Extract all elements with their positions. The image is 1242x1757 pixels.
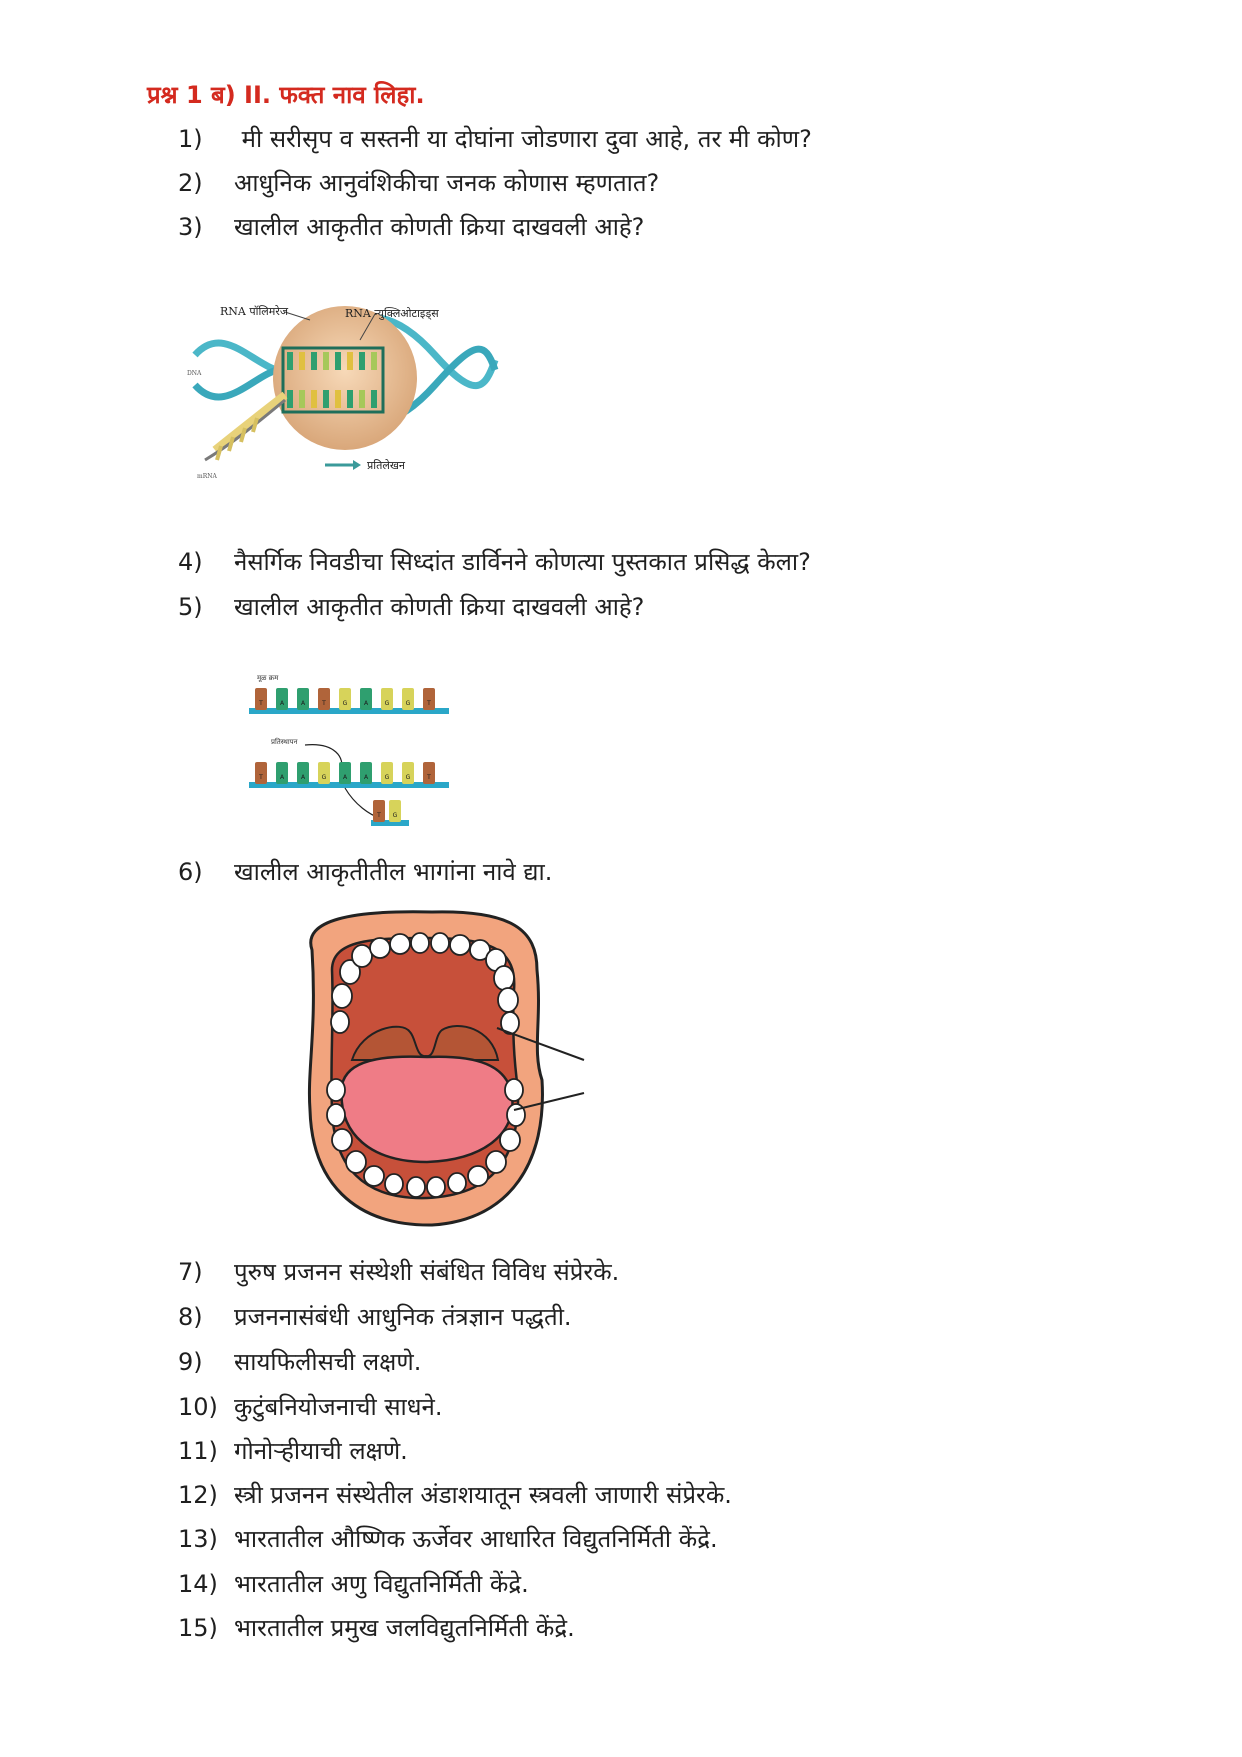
label-original-sequence: मूळ क्रम — [257, 674, 279, 682]
question-12: 12) स्त्री प्रजनन संस्थेतील अंडाशयातून स्त्रवली जाणारी संप्रेरके. — [178, 1481, 732, 1509]
question-4: 4) नैसर्गिक निवडीचा सिध्दांत डार्विनने कोणत्या पुस्तकात प्रसिद्ध केला? — [178, 548, 811, 576]
original-base-label-7: G — [384, 700, 390, 707]
mutated-base-label-8: G — [405, 774, 411, 781]
removed-base-label-2: G — [392, 812, 398, 819]
mutated-base-label-9: T — [427, 774, 431, 781]
original-base-label-5: G — [342, 700, 348, 707]
mutated-base-label-5: A — [342, 774, 348, 781]
section-heading: प्रश्न 1 ब) II. फक्त नाव लिहा. — [147, 81, 425, 109]
label-substitution: प्रतिस्थापन — [271, 738, 298, 746]
tongue — [342, 1057, 513, 1162]
original-base-label-4: T — [322, 700, 326, 707]
rna-polymerase-bubble — [273, 306, 417, 450]
mutated-base-label-6: A — [363, 774, 369, 781]
original-base-label-9: T — [427, 700, 431, 707]
label-mrna: mRNA — [197, 473, 217, 480]
question-2: 2) आधुनिक आनुवंशिकीचा जनक कोणास म्हणतात? — [178, 169, 660, 197]
question-3: 3) खालील आकृतीत कोणती क्रिया दाखवली आहे? — [178, 213, 645, 241]
mutated-base-label-3: A — [300, 774, 306, 781]
mouth-figure — [292, 910, 592, 1228]
label-rna-polymerase: RNA पॉलिमरेज — [220, 305, 288, 318]
mutated-base-label-1: T — [259, 774, 263, 781]
question-13: 13) भारतातील औष्णिक ऊर्जेवर आधारित विद्युतनिर्मिती केंद्रे. — [178, 1525, 718, 1553]
question-8: 8) प्रजननासंबंधी आधुनिक तंत्रज्ञान पद्धती. — [178, 1303, 572, 1331]
mutated-base-label-4: G — [321, 774, 327, 781]
label-transcription: प्रतिलेखन — [367, 459, 405, 472]
mutation-figure — [245, 670, 455, 830]
question-7: 7) पुरुष प्रजनन संस्थेशी संबंधित विविध संप्रेरके. — [178, 1258, 620, 1286]
mutated-base-label-7: G — [384, 774, 390, 781]
question-6: 6) खालील आकृतीतील भागांना नावे द्या. — [178, 858, 553, 886]
removed-base-label-1: T — [377, 812, 381, 819]
question-15: 15) भारतातील प्रमुख जलविद्युतनिर्मिती केंद्रे. — [178, 1614, 575, 1642]
original-base-label-1: T — [259, 700, 263, 707]
original-base-label-2: A — [279, 700, 285, 707]
original-base-label-6: A — [363, 700, 369, 707]
original-base-label-8: G — [405, 700, 411, 707]
original-base-label-3: A — [300, 700, 306, 707]
question-9: 9) सायफिलीसची लक्षणे. — [178, 1348, 422, 1376]
question-1: 1) मी सरीसृप व सस्तनी या दोघांना जोडणारा दुवा आहे, तर मी कोण? — [178, 125, 812, 153]
label-dna: DNA — [187, 370, 202, 377]
question-10: 10) कुटुंबनियोजनाची साधने. — [178, 1393, 443, 1421]
label-rna-nucleotides: RNA न्युक्लिओटाइड्स — [345, 307, 439, 320]
question-5: 5) खालील आकृतीत कोणती क्रिया दाखवली आहे? — [178, 593, 645, 621]
question-11: 11) गोनोऱ्हीयाची लक्षणे. — [178, 1437, 408, 1465]
question-14: 14) भारतातील अणु विद्युतनिर्मिती केंद्रे. — [178, 1570, 529, 1598]
mutated-base-label-2: A — [279, 774, 285, 781]
transcription-figure — [187, 300, 495, 485]
